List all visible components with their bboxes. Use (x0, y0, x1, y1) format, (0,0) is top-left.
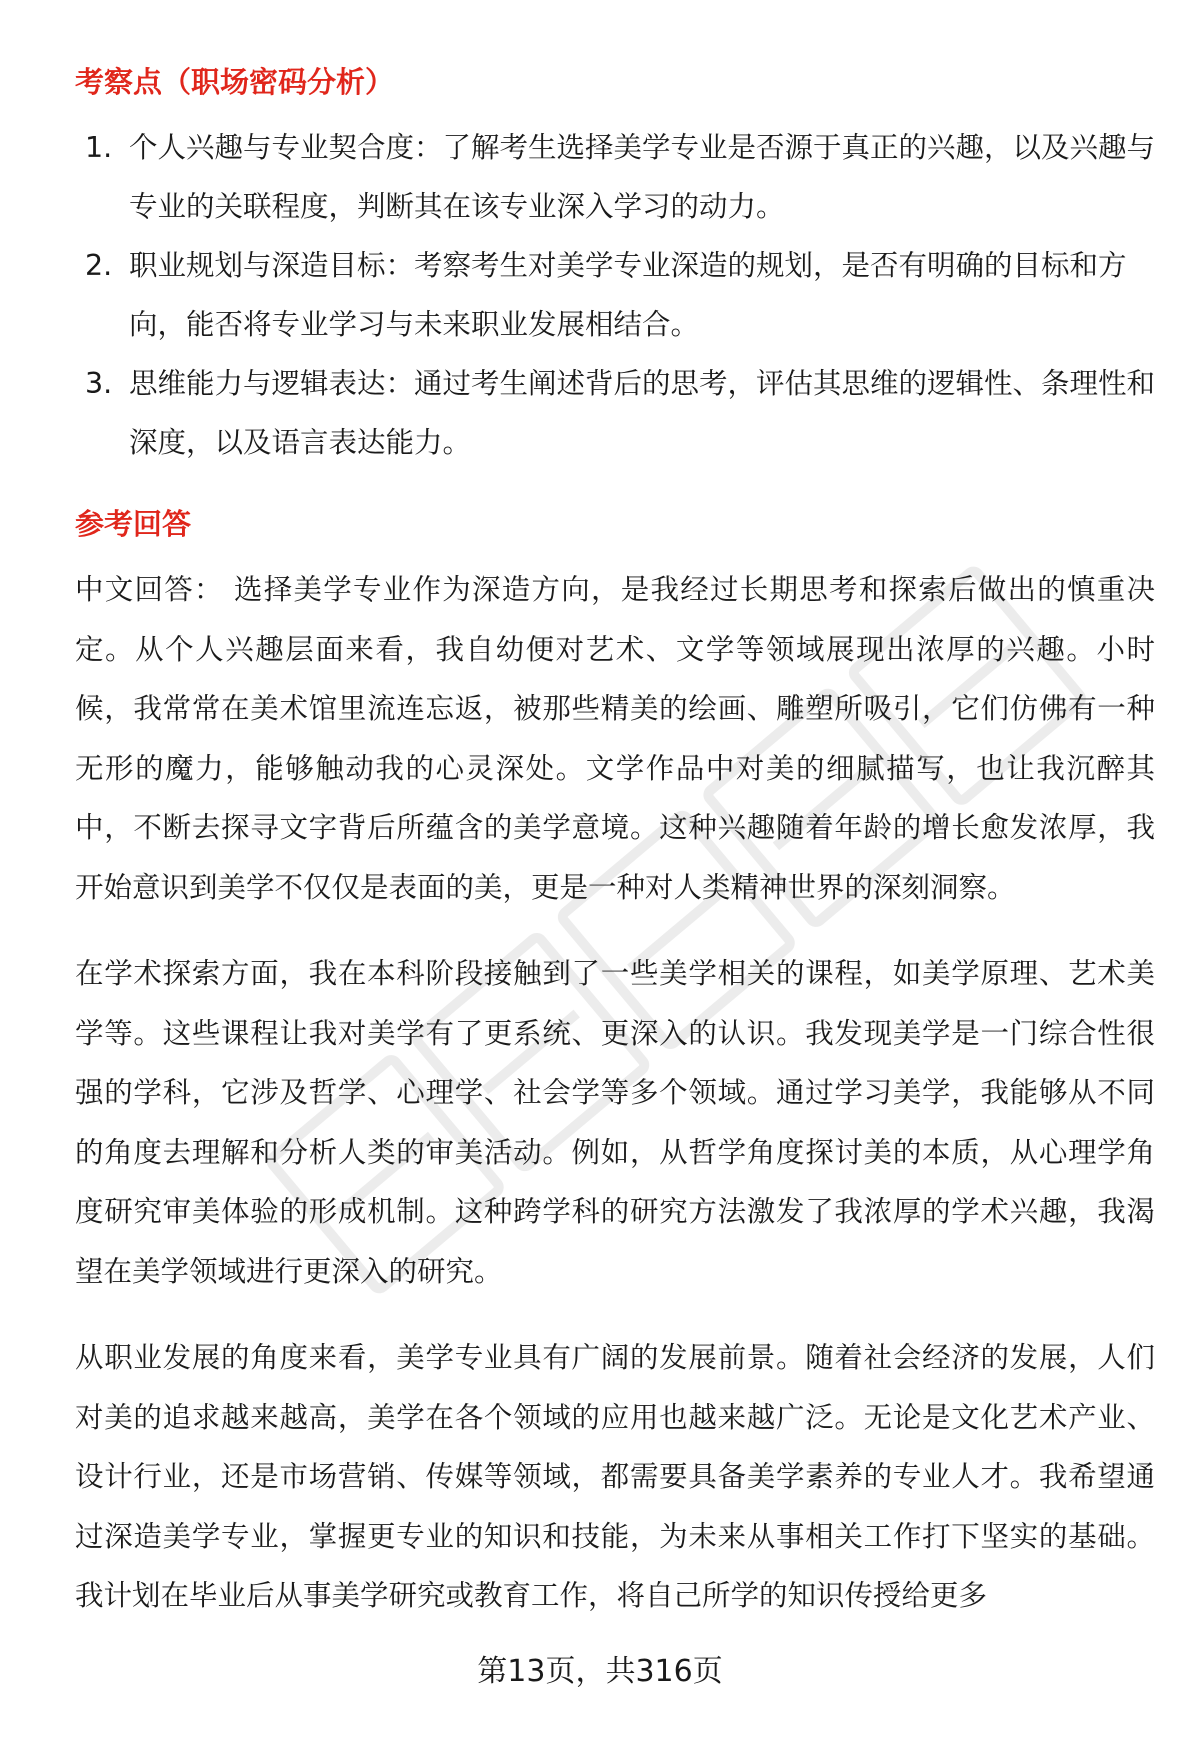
points-list (75, 118, 1155, 472)
answer-paragraph: 在学术探索方面，我在本科阶段接触到了一些美学相关的课程，如美学原理、艺术美学等。这些课程让我对美学有了更系统、更深入的认识。我发现美学是一门综合性很强的学科，它涉及哲学、心理学、社会学等多个领域。通过学习美学，我能够从不同的角度去理解和分析人类的审美活动。例如，从哲学角度探讨美的本质，从心理学角度研究审美体验的形成机制。这种跨学科的研究方法激发了我浓厚的学术兴趣，我渴望在美学领域进行更深入的研究。 (75, 957, 1155, 1288)
answer-section-title: 参考回答 (75, 507, 192, 541)
list-item (75, 236, 1155, 354)
list-item-number: 3. (85, 367, 113, 400)
list-item-number: 2. (85, 249, 113, 282)
main-content (75, 60, 1155, 1626)
list-item-number: 1. (85, 131, 113, 164)
list-item (75, 354, 1155, 472)
page-number: 第13页，共316页 (477, 1654, 723, 1689)
list-item-text: 职业规划与深造目标：考察考生对美学专业深造的规划，是否有明确的目标和方向，能否将专业学习与未来职业发展相结合。 (129, 249, 1127, 341)
points-section-title: 考察点（职场密码分析） (75, 65, 395, 99)
answer-paragraph: 中文回答： 选择美学专业作为深造方向，是我经过长期思考和探索后做出的慎重决定。从个人兴趣层面来看，我自幼便对艺术、文学等领域展现出浓厚的兴趣。小时候，我常常在美术馆里流连忘返，被那些精美的绘画、雕塑所吸引，它们仿佛有一种无形的魔力，能够触动我的心灵深处。文学作品中对美的细腻描写，也让我沉醉其中，不断去探寻文字背后所蕴含的美学意境。这种兴趣随着年龄的增长愈发浓厚，我开始意识到美学不仅仅是表面的美，更是一种对人类精神世界的深刻洞察。 (75, 573, 1155, 904)
list-item-text: 思维能力与逻辑表达：通过考生阐述背后的思考，评估其思维的逻辑性、条理性和深度，以及语言表达能力。 (129, 367, 1156, 459)
list-item-text: 个人兴趣与专业契合度：了解考生选择美学专业是否源于真正的兴趣，以及兴趣与专业的关联程度，判断其在该专业深入学习的动力。 (129, 131, 1156, 223)
list-item (75, 118, 1155, 236)
answer-paragraph: 从职业发展的角度来看，美学专业具有广阔的发展前景。随着社会经济的发展，人们对美的追求越来越高，美学在各个领域的应用也越来越广泛。无论是文化艺术产业、设计行业，还是市场营销、传媒等领域，都需要具备美学素养的专业人才。我希望通过深造美学专业，掌握更专业的知识和技能，为未来从事相关工作打下坚实的基础。我计划在毕业后从事美学研究或教育工作，将自己所学的知识传授给更多 (75, 1341, 1155, 1612)
